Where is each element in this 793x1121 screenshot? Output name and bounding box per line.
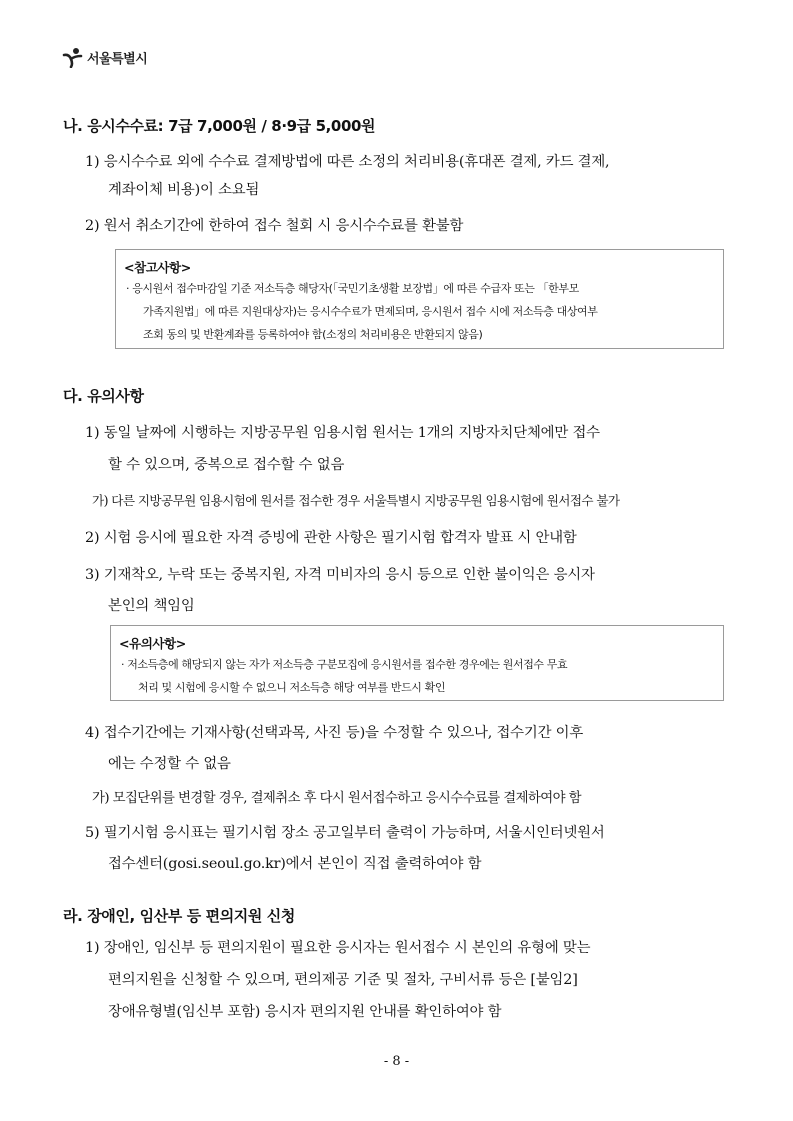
section-na-heading: 나. 응시수수료: 7급 7,000원 / 8·9급 5,000원 bbox=[63, 117, 376, 135]
na-item1-line1: 1) 응시수수료 외에 수수료 결제방법에 따른 소정의 처리비용(휴대폰 결제, 카드 결제, bbox=[85, 154, 610, 170]
section-da-heading: 다. 유의사항 bbox=[63, 387, 144, 405]
ra-item1-line3: 장애유형별(임신부 포함) 응시자 편의지원 안내를 확인하여야 함 bbox=[108, 1004, 502, 1020]
org-name: 서울특별시 bbox=[87, 51, 148, 67]
da-item4-sub: 가) 모집단위를 변경할 경우, 결제취소 후 다시 원서접수하고 응시수수료를 결제하여야 함 bbox=[92, 791, 581, 806]
seoul-logo-icon bbox=[62, 46, 84, 68]
reference-note-title: <참고사항> bbox=[124, 260, 191, 275]
na-item2: 2) 원서 취소기간에 한하여 접수 철회 시 응시수수료를 환불함 bbox=[85, 218, 464, 234]
na-item1-line2: 계좌이체 비용)이 소요됨 bbox=[108, 182, 260, 198]
da-item1-sub: 가) 다른 지방공무원 임용시험에 원서를 접수한 경우 서울특별시 지방공무원 임용시험에 원서접수 불가 bbox=[92, 493, 620, 508]
reference-note-box bbox=[115, 249, 724, 349]
da-item5-line2: 접수센터(gosi.seoul.go.kr)에서 본인이 직접 출력하여야 함 bbox=[108, 856, 482, 872]
reference-note-line1: · 응시원서 접수마감일 기준 저소득층 해당자(「국민기초생활 보장법」에 따른 수급자 또는 「한부모 bbox=[126, 282, 579, 295]
ra-item1-line1: 1) 장애인, 임신부 등 편의지원이 필요한 응시자는 원서접수 시 본인의 유형에 맞는 bbox=[85, 940, 591, 956]
caution-note-line1: · 저소득층에 해당되지 않는 자가 저소득층 구분모집에 응시원서를 접수한 경우에는 원서접수 무효 bbox=[121, 658, 568, 671]
da-item4-line2: 에는 수정할 수 없음 bbox=[108, 756, 231, 772]
da-item4-line1: 4) 접수기간에는 기재사항(선택과목, 사진 등)을 수정할 수 있으나, 접수기간 이후 bbox=[85, 725, 584, 741]
caution-note-title: <유의사항> bbox=[119, 636, 186, 651]
ra-item1-line2: 편의지원을 신청할 수 있으며, 편의제공 기준 및 절차, 구비서류 등은 [붙임2] bbox=[108, 972, 578, 988]
da-item3-line1: 3) 기재착오, 누락 또는 중복지원, 자격 미비자의 응시 등으로 인한 불이익은 응시자 bbox=[85, 567, 595, 583]
da-item5-line1: 5) 필기시험 응시표는 필기시험 장소 공고일부터 출력이 가능하며, 서울시인터넷원서 bbox=[85, 825, 605, 841]
page-header bbox=[62, 46, 147, 68]
section-ra-heading: 라. 장애인, 임산부 등 편의지원 신청 bbox=[63, 907, 295, 925]
caution-note-line2: 처리 및 시험에 응시할 수 없으니 저소득층 해당 여부를 반드시 확인 bbox=[138, 681, 446, 694]
reference-note-line3: 조회 동의 및 반환계좌를 등록하여야 함(소정의 처리비용은 반환되지 않음) bbox=[143, 328, 483, 341]
da-item3-line2: 본인의 책임임 bbox=[108, 598, 195, 614]
da-item1-line2: 할 수 있으며, 중복으로 접수할 수 없음 bbox=[108, 457, 345, 473]
page-number: - 8 - bbox=[383, 1054, 410, 1069]
caution-note-box bbox=[110, 625, 724, 701]
da-item2: 2) 시험 응시에 필요한 자격 증빙에 관한 사항은 필기시험 합격자 발표 시 안내함 bbox=[85, 530, 577, 546]
reference-note-line2: 가족지원법」에 따른 지원대상자)는 응시수수료가 면제되며, 응시원서 접수 시에 저소득층 대상여부 bbox=[143, 305, 598, 318]
da-item1-line1: 1) 동일 날짜에 시행하는 지방공무원 임용시험 원서는 1개의 지방자치단체에만 접수 bbox=[85, 425, 600, 441]
